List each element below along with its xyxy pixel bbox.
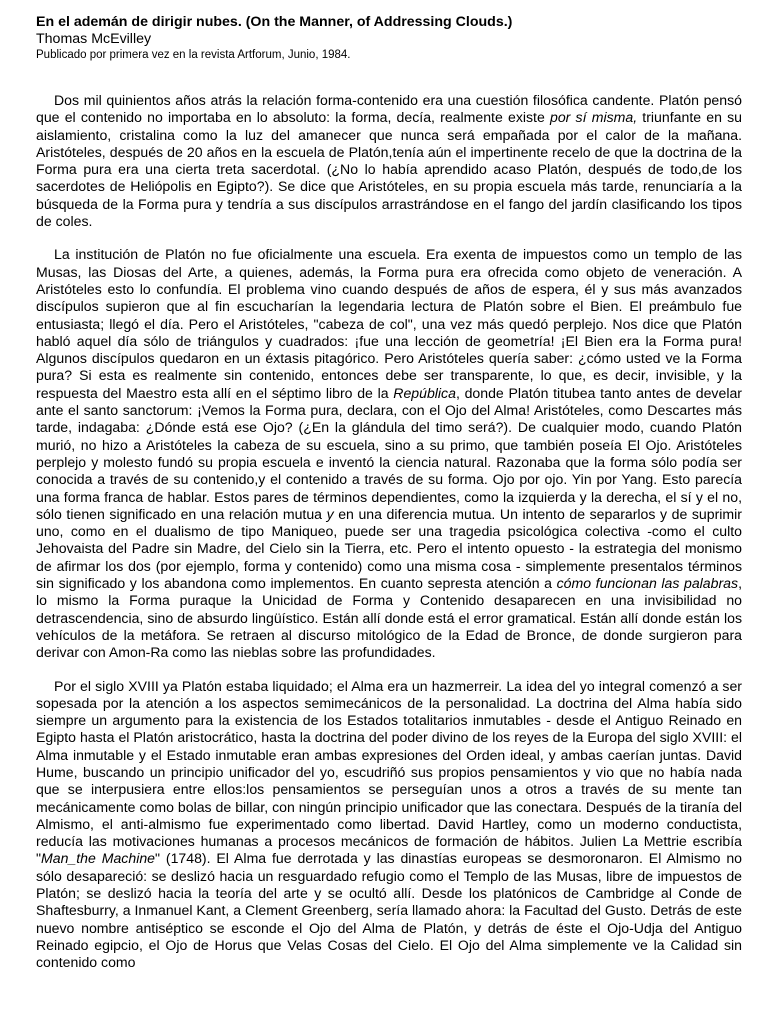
article-body [36, 92, 742, 972]
paragraph-1: Dos mil quinientos años atrás la relación forma-contenido era una cuestión filosófica candente. Platón pensó que el contenido no importaba en lo absoluto: la forma, decía, realmente existe por sí misma, triunfante en su aislamiento, cristalina como la luz del amanecer que nunca será empañada por el calor de la mañana. Aristóteles, después de 20 años en la escuela de Platón,tenía aún el impertinente recelo de que la doctrina de la Forma pura era una cierta treta sacerdotal. (¿No lo había aprendido acaso Platón, después de todo,de los sacerdotes de Heliópolis en Egipto?). Se dice que Aristóteles, en su propia escuela más tarde, renunciaría a la búsqueda de la Forma pura y tendría a sus discípulos arrastrándose en el fango del jardín clasificando los tipos de coles. [36, 92, 743, 230]
author-name: Thomas McEvilley [36, 31, 152, 47]
publication-note: Publicado por primera vez en la revista Artforum, Junio, 1984. [36, 49, 351, 61]
paragraph-3: Por el siglo XVIII ya Platón estaba liquidado; el Alma era un hazmerreir. La idea del yo integral comenzó a ser sopesada por la atención a los aspectos semimecánicos de la personalidad. La doctrina del Alma había sido siempre un argumento para la existencia de los Estados totalitarios inmutables - desde el Antiguo Reinado en Egipto hasta el Platón aristocrático, hasta la doctrina del poder divino de los reyes de la Europa del siglo XVIII: el Alma inmutable y el Estado inmutable eran ambas expresiones del Orden ideal, y ambas caerían juntas. David Hume, buscando un principio unificador del yo, escudriñó sus propios pensamientos y vio que no había nada que se interpusiera entre ellos:los pensamientos se perseguían unos a otros a través de su mente tan mecánicamente como bolas de billar, con ningún principio unificador que las conectara. Después de la tiranía del Almismo, el anti-almismo fue experimentado como libertad. David Hartley, como un moderno conductista, reducía las motivaciones humanas a procesos mecánicos de formación de hábitos. Julien La Mettrie escribía "Man_the Machine" (1748). El Alma fue derrotada y las dinastías europeas se desmoronaron. El Almismo no sólo desapareció: se deslizó hacia un resguardado refugio como el Templo de las Musas, libre de impuestos de Platón; se deslizó hacia la teoría del arte y se ocultó allí. Desde los platónicos de Cambridge al Conde de Shaftesburry, a Inmanuel Kant, a Clement Greenberg, sería llamado ahora: la Facultad del Gusto. Detrás de este nuevo nombre antiséptico se esconde el Ojo del Alma de Platón, y detrás de éste el Ojo-Udja del Antiguo Reinado egipcio, el Ojo de Horus que Velas Cosas del Cielo. El Ojo del Alma simplemente ve la Calidad sin contenido como [36, 677, 742, 971]
paragraph-2: La institución de Platón no fue oficialmente una escuela. Era exenta de impuestos como un templo de las Musas, las Diosas del Arte, a quienes, además, la Forma pura era ofrecida como objeto de veneración. A Aristóteles esto lo confundía. El problema vino cuando después de años de espera, él y sus más avanzados discípulos supieron que al fin escucharían la legendaria lectura de Platón sobre el Bien. El preámbulo fue entusiasta; llegó el día. Pero el Aristóteles, "cabeza de col", una vez más quedó perplejo. Nos dice que Platón habló aquel día sólo de triángulos y cuadrados: ¡fue una lección de geometría! ¡El Bien era la Forma pura! Algunos discípulos quedaron en un éxtasis pitagórico. Pero Aristóteles quería saber: ¿cómo usted ve la Forma pura? Si esta es realmente sin contenido, entonces debe ser transparente, lo que, es decir, invisible, y la respuesta del Maestro esta allí en el séptimo libro de la República, donde Platón titubea tanto antes de develar ante el santo sanctorum: ¡Vemos la Forma pura, declara, con el Ojo del Alma! Aristóteles, como Descartes más tarde, indagaba: ¿Dónde está ese Ojo? (¿En la glándula del timo será?). De cualquier modo, cuando Platón murió, no hizo a Aristóteles la cabeza de su escuela, sino a su primo, que también poseía El Ojo. Aristóteles perplejo y molesto fundó su propia escuela e inventó la ciencia natural. Razonaba que la forma sólo podía ser conocida a través de su contenido,y el contenido a través de su forma. Ojo por ojo. Yin por Yang. Esto parecía una forma franca de hablar. Estos pares de términos dependientes, como la izquierda y la derecha, el sí y el no, sólo tienen significado en una relación mutua y en una diferencia mutua. Un intento de separarlos y de suprimir uno, como en el dualismo de tipo Maniqueo, puede ser una tragedia psicológica colectiva -como el culto Jehovaista del Padre sin Madre, del Cielo sin la Tierra, etc. Pero el intento opuesto - la estrategia del monismo de afirmar los dos (por ejemplo, forma y contenido) como una misma cosa - simplemente presentalos términos sin significado y los abandona como implementos. En cuanto sepresta atención a cómo funcionan las palabras, lo mismo la Forma puraque la Unicidad de Forma y Contenido desaparecen en una invisibilidad no detrascendencia, sino de absurdo lingüístico. Están allí donde está el error gramatical. Están allí donde están los vehículos de la metáfora. Se retraen al discurso mitológico de la Edad de Bronce, de donde surgieron para derivar con Amon-Ra como las nieblas sobre las profundidades. [36, 246, 742, 661]
article-title: En el ademán de dirigir nubes. (On the Manner, of Addressing Clouds.) [36, 14, 513, 30]
